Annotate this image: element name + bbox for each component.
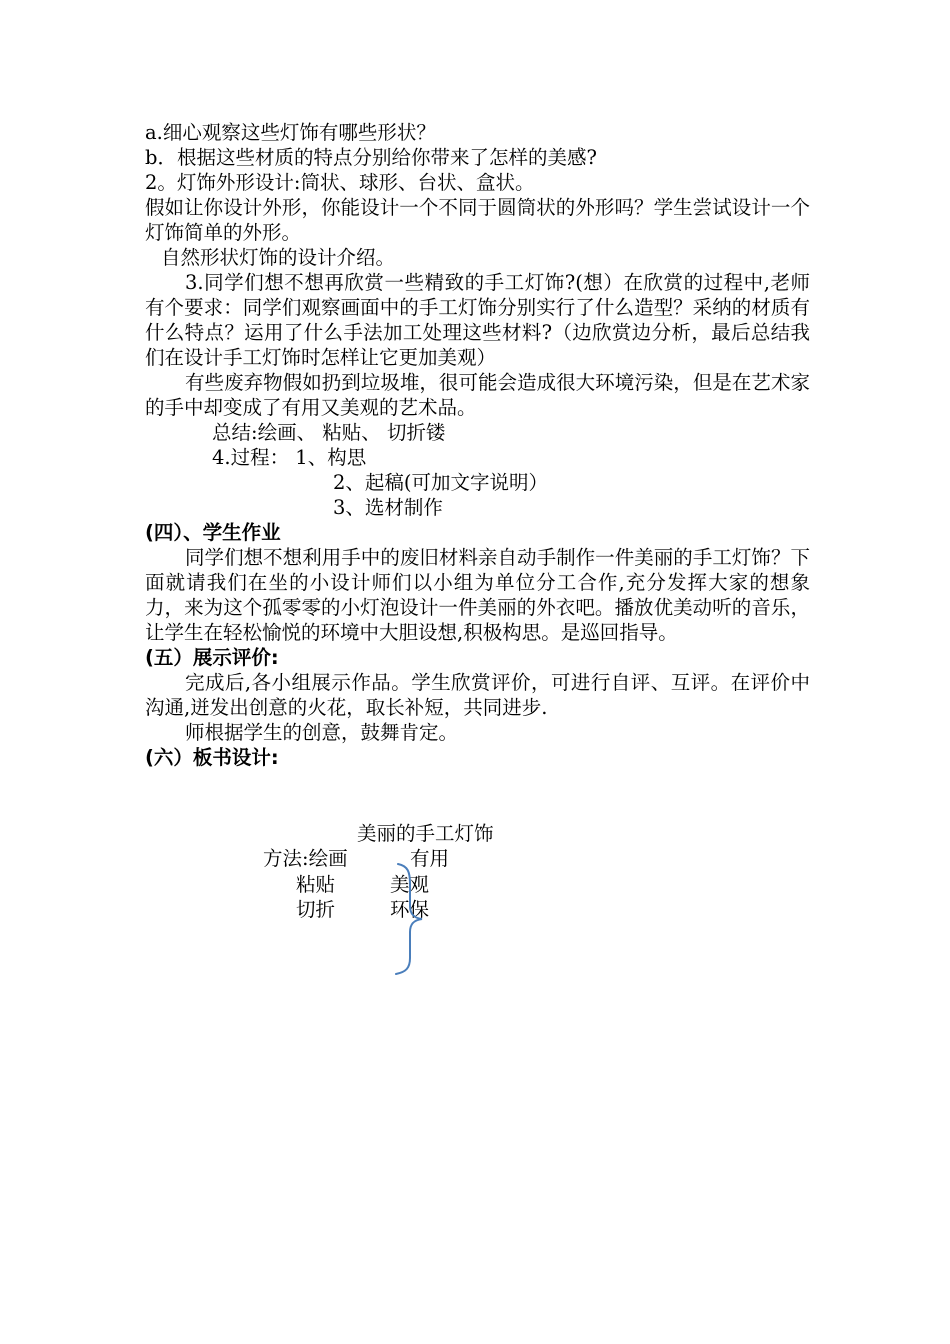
document-body bbox=[145, 120, 810, 770]
board-value-useful: 有用 bbox=[410, 847, 450, 870]
board-value-eco: 环保 bbox=[390, 898, 430, 921]
process-line: 4.过程： 1、构思 bbox=[212, 446, 367, 469]
homework-paragraph: 同学们想不想利用手中的废旧材料亲自动手制作一件美丽的手工灯饰？下面就请我们在坐的小设计师们以小组为单位分工合作,充分发挥大家的想象力，来为这个孤零零的小灯泡设计一件美丽的外衣吧。播放优美动听的音乐，让学生在轻松愉悦的环境中大胆设想,积极构思。是巡回指导。 bbox=[145, 546, 810, 644]
brace-path bbox=[396, 864, 422, 974]
display-paragraph: 完成后,各小组展示作品。学生欣赏评价，可进行自评、互评。在评价中沟通,迸发出创意的火花，取长补短，共同进步. bbox=[145, 671, 810, 719]
board-value-beautiful: 美观 bbox=[390, 873, 430, 896]
summary-line: 总结:绘画、 粘贴、 切折镂 bbox=[212, 421, 446, 444]
natural-shape-intro: 自然形状灯饰的设计介绍。 bbox=[161, 246, 396, 269]
process-step-3: 3、选材制作 bbox=[333, 496, 443, 519]
waste-paragraph: 有些废弃物假如扔到垃圾堆，很可能会造成很大环境污染，但是在艺术家的手中却变成了有用又美观的艺术品。 bbox=[145, 371, 810, 419]
design-prompt: 假如让你设计外形，你能设计一个不同于圆筒状的外形吗？学生尝试设计一个灯饰简单的外形。 bbox=[145, 196, 810, 244]
board-method-paste: 粘贴 bbox=[296, 873, 336, 896]
board-design-heading: (六）板书设计: bbox=[145, 746, 279, 769]
board-method-fold: 切折 bbox=[296, 898, 336, 921]
board-title: 美丽的手工灯饰 bbox=[357, 822, 494, 845]
teacher-encouragement: 师根据学生的创意，鼓舞肯定。 bbox=[185, 721, 459, 744]
curly-brace-icon bbox=[392, 862, 432, 976]
question-b: b．根据这些材质的特点分别给你带来了怎样的美感? bbox=[145, 146, 597, 169]
board-method-label: 方法:绘画 bbox=[263, 847, 348, 870]
display-heading: (五）展示评价: bbox=[145, 646, 279, 669]
homework-heading: (四）、学生作业 bbox=[145, 521, 281, 544]
appreciation-paragraph: 3.同学们想不想再欣赏一些精致的手工灯饰?(想）在欣赏的过程中,老师有个要求：同学们观察画面中的手工灯饰分别实行了什么造型？采纳的材质有什么特点？运用了什么手法加工处理这些材料?（边欣赏边分析，最后总结我们在设计手工灯饰时怎样让它更加美观） bbox=[145, 271, 810, 369]
process-step-2: 2、起稿(可加文字说明） bbox=[333, 471, 549, 494]
question-a: a.细心观察这些灯饰有哪些形状？ bbox=[145, 121, 436, 144]
shape-design-line: 2。灯饰外形设计:筒状、球形、台状、盒状。 bbox=[145, 171, 535, 194]
